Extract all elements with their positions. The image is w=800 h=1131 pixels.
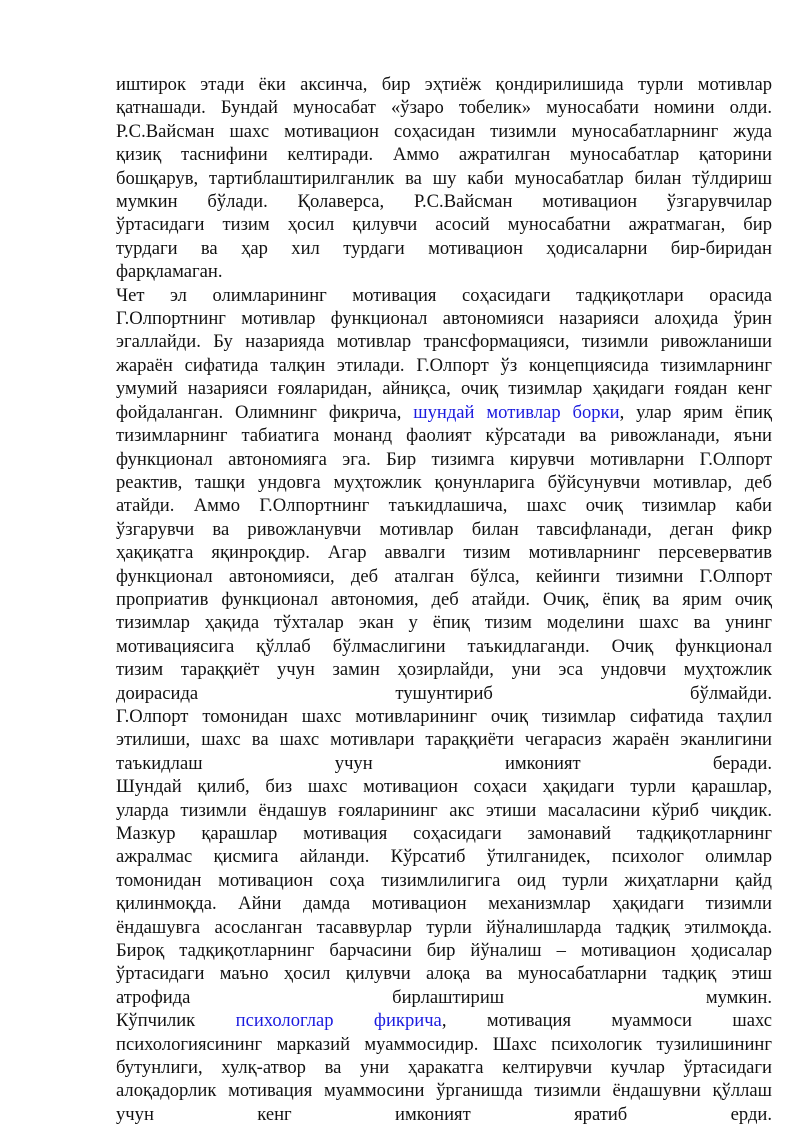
text-span: Р.С.Вайсман шахс мотивацион соҳасидан тизимли муносабатларнинг жуда [116,120,772,142]
text-span: ўртасидаги тизим ҳосил қилувчи асосий муносабатни ажратмаган, бир [116,214,772,236]
text-line [116,775,772,798]
text-line [116,541,772,564]
text-line [116,682,772,705]
text-line [116,143,772,166]
text-line [116,330,772,353]
text-line [116,73,772,96]
text-line [116,752,772,775]
text-span: Г.Олпортнинг мотивлар функционал автономияси назарияси алоҳида ўрин [116,308,772,330]
text-line [116,658,772,681]
text-line [116,869,772,892]
text-line [116,1079,772,1102]
text-span: фарқламаган. [116,261,223,283]
text-line [116,401,772,424]
text-span: мотивациясига қўллаб бўлмаслигини таъкидлаганди. Очиқ функционал [116,635,772,657]
text-line [116,799,772,822]
text-line [116,284,772,307]
text-span: қилинмоқда. Айни дамда мотивацион механизмлар ҳақидаги тизимли [116,893,772,915]
text-line [116,424,772,447]
text-span: , мотивация муаммоси шахс [441,1010,772,1032]
text-span: жараён сифатида талқин этилади. Г.Олпорт ўз концепциясида тизимларнинг [116,354,772,376]
text-line [116,986,772,1009]
text-span: Мазкур қарашлар мотивация соҳасидаги замонавий тадқиқотларнинг [116,823,772,844]
text-line [116,728,772,751]
text-span: иштирок этади ёки аксинча, бир эҳтиёж қондирилишида турли мотивлар [116,74,772,95]
text-line [116,635,772,658]
text-line [116,354,772,377]
text-span: эгаллайди. Бу назарияда мотивлар трансформацияси, тизимли ривожланиши [116,331,772,353]
text-line [116,120,772,143]
text-span: таъкидлаш учун имконият беради. [116,752,772,774]
text-line [116,377,772,400]
text-span: Кўпчилик [116,1010,236,1032]
text-span: қатнашади. Бундай муносабат «ўзаро тобелик» муносабати номини олди. [116,97,772,119]
text-line [116,939,772,962]
text-line [116,845,772,868]
text-line [116,1009,772,1032]
text-span: уларда тизимли ёндашув ғояларининг акс этиши масаласини кўриб чиқдик. [116,799,772,821]
text-span: ўзгарувчи ва ривожланувчи мотивлар билан тавсифланади, деган фикр [116,518,772,540]
text-span: реактив, ташқи ундовга муҳтожлик қонунларига бўйсунувчи мотивлар, деб [116,471,772,493]
text-line [116,705,772,728]
text-line [116,260,772,283]
text-line [116,518,772,541]
text-line [116,448,772,471]
text-line [116,611,772,634]
text-span: бошқарув, тартиблаштирилганлик ва шу каби муносабатлар билан тўлдириш [116,167,772,189]
text-span: тизим тараққиёт учун замин ҳозирлайди, уни эса ундовчи муҳтожлик [116,659,772,681]
text-span: функционал автономияси, деб аталган бўлса, кейинги тизимни Г.Олпорт [116,565,772,587]
text-span: доирасида тушунтириб бўлмайди. [116,682,772,704]
document-page [116,73,772,1126]
text-span: мумкин бўлади. Қолаверса, Р.С.Вайсман мотивацион ўзгарувчилар [116,191,772,213]
text-line [116,822,772,845]
hyperlink-text[interactable]: шундай мотивлар борки [413,401,620,423]
text-span: ёндашувга асосланган тасаввурлар турли йўналишларда тадқиқ этилмоқда. [116,916,772,938]
text-line [116,213,772,236]
text-span: тизимларнинг табиатига монанд фаолият кўрсатади ва ривожланади, яъни [116,425,772,447]
text-span: Г.Олпорт томонидан шахс мотивларининг очиқ тизимлар сифатида таҳлил [116,705,772,727]
text-span: Чет эл олимларининг мотивация соҳасидаги тадқиқотлари орасида [116,284,772,306]
text-span: Шундай қилиб, биз шахс мотивацион соҳаси ҳақидаги турли қарашлар, [116,776,772,798]
text-span: функционал автономияга эга. Бир тизимга кирувчи мотивларни Г.Олпорт [116,448,772,470]
text-span: томонидан мотивацион соҳа тизимлилигига оид турли жиҳатларни қайд [116,869,772,891]
text-span: ўртасидаги маъно ҳосил қилувчи алоқа ва муносабатларни тадқиқ этиш [116,963,772,985]
text-span: фойдаланган. Олимнинг фикрича, [116,401,414,423]
text-line [116,1103,772,1126]
text-span: турдаги ва ҳар хил турдаги мотивацион ҳодисаларни бир-биридан [116,237,772,259]
text-span: , улар ярим ёпиқ [619,401,772,423]
text-line [116,1056,772,1079]
text-span: ажралмас қисмига айланди. Кўрсатиб ўтилганидек, психолог олимлар [116,846,772,868]
text-line [116,588,772,611]
text-line [116,307,772,330]
text-line [116,1033,772,1056]
text-span: Бироқ тадқиқотларнинг барчасини бир йўналиш – мотивацион ҳодисалар [116,940,772,962]
hyperlink-text[interactable]: психологлар фикрича [235,1010,442,1032]
text-line [116,962,772,985]
text-line [116,471,772,494]
text-line [116,190,772,213]
text-span: бутунлиги, хулқ-атвор ва уни ҳаракатга келтирувчи кучлар ўртасидаги [116,1057,772,1079]
text-span: алоқадорлик мотивация муаммосини ўрганишда тизимли ёндашувни қўллаш [116,1080,772,1102]
text-line [116,96,772,119]
text-line [116,494,772,517]
text-line [116,892,772,915]
text-span: учун кенг имконият яратиб ерди. [116,1103,772,1125]
text-span: умумий назарияси ғояларидан, айниқса, очиқ тизимлар ҳақидаги ғоядан кенг [116,378,772,400]
text-span: тизимлар ҳақида тўхталар экан у ёпиқ тизим моделини шахс ва унинг [116,612,772,634]
text-line [116,167,772,190]
text-span: проприатив функционал автономия, деб атайди. Очиқ, ёпиқ ва ярим очиқ [116,588,772,610]
text-line [116,565,772,588]
text-span: ҳақиқатга яқинроқдир. Агар аввалги тизим мотивларнинг персеверватив [116,542,772,564]
text-span: атайди. Аммо Г.Олпортнинг таъкидлашича, шахс очиқ тизимлар каби [116,495,772,517]
text-line [116,916,772,939]
text-line [116,237,772,260]
text-span: атрофида бирлаштириш мумкин. [116,986,772,1008]
text-span: этилиши, шахс ва шахс мотивлари тараққиёти чегарасиз жараён эканлигини [116,729,772,751]
text-span: қизиқ таснифини келтиради. Аммо ажратилган муносабатлар қаторини [116,144,772,166]
text-span: психологиясининг марказий муаммосидир. Шахс психологик тузилишининг [116,1033,772,1055]
